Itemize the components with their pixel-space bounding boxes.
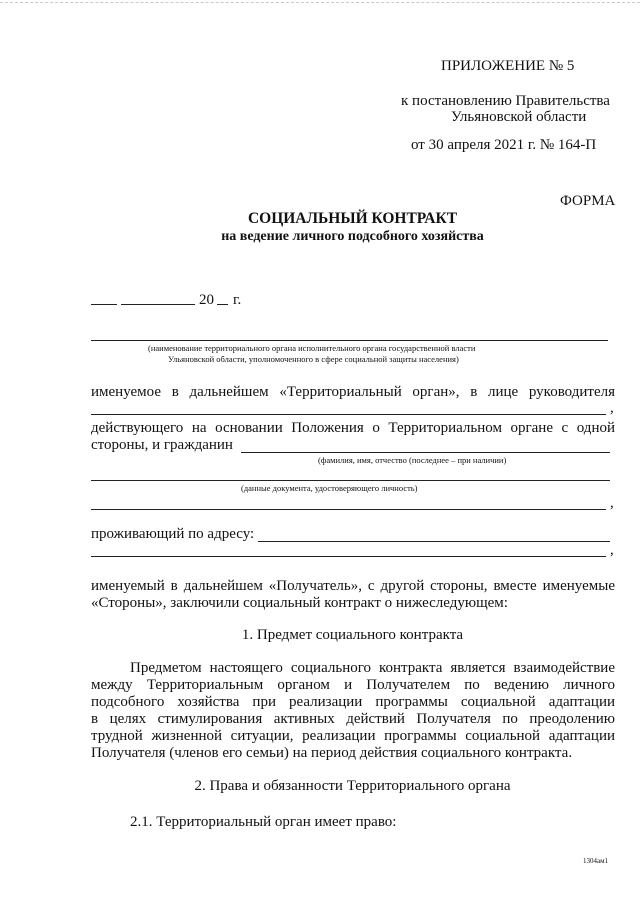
scan-edge [0,2,640,3]
date-month-field[interactable] [121,304,195,305]
section1-line: Получателя (членов его семьи) на период действия социального контракта. [91,745,573,761]
citizen-extra-field[interactable] [91,480,610,481]
para1-line4-prefix: стороны, и гражданин [91,437,233,453]
organization-caption-1: (наименование территориального органа исполнительного органа государственной власти [148,343,476,353]
para1-line3: действующего на основании Положения о Территориальном органе с одной [91,420,615,436]
section1-line: трудной жизненной ситуации, реализации программы социальной адаптации [91,728,615,744]
address-comma: , [610,542,614,558]
organization-name-field[interactable] [91,340,608,341]
region-name: Ульяновской области [451,109,587,125]
date-year-field[interactable] [217,304,228,305]
date-year-suffix: г. [233,292,242,308]
identity-document-caption: (данные документа, удостоверяющего личность) [241,483,418,493]
resolution-date-number: от 30 апреля 2021 г. № 164-П [411,137,597,153]
section1-line: между Территориальным органом и Получателем по ведению личного [91,677,615,693]
para1-comma: , [610,400,614,416]
address-label: проживающий по адресу: [91,526,255,542]
section1-line: Предметом настоящего социального контракта является взаимодействие [130,660,615,676]
fio-caption: (фамилия, имя, отчество (последнее – при наличии) [318,455,507,465]
section1-line: в целях стимулирования активных действий Получателя по преодолению [91,711,615,727]
document-title: СОЦИАЛЬНЫЙ КОНТРАКТ [247,210,458,227]
address-field-2[interactable] [91,556,606,557]
date-year-prefix: 20 [199,292,214,308]
form-label: ФОРМА [560,193,616,209]
organization-caption-2: Ульяновской области, уполномоченного в сфере социальной защиты населения) [168,354,459,364]
address-field-1[interactable] [258,541,610,542]
resolution-reference: к постановлению Правительства [401,93,610,109]
section1-line: подсобного хозяйства при реализации программы социальной адаптации [91,694,615,710]
date-day-field[interactable] [91,304,117,305]
identity-document-field[interactable] [91,509,606,510]
head-name-field[interactable] [91,414,606,415]
para1-line1: именуемое в дальнейшем «Территориальный орган», в лице руководителя [91,384,615,400]
footer-code: 1304ам1 [583,857,609,865]
document-subtitle: на ведение личного подсобного хозяйства [221,229,484,244]
para2-line2: «Стороны», заключили социальный контракт о нижеследующем: [91,595,508,611]
section2-title: 2. Права и обязанности Территориального органа [194,778,511,794]
citizen-fio-field[interactable] [241,452,610,453]
clause-2-1: 2.1. Территориальный орган имеет право: [130,814,397,830]
para1-comma-2: , [610,495,614,511]
para2-line1: именуемый в дальнейшем «Получатель», с другой стороны, вместе именуемые [91,578,615,594]
section1-title: 1. Предмет социального контракта [241,627,464,643]
appendix-number: ПРИЛОЖЕНИЕ № 5 [441,58,575,74]
